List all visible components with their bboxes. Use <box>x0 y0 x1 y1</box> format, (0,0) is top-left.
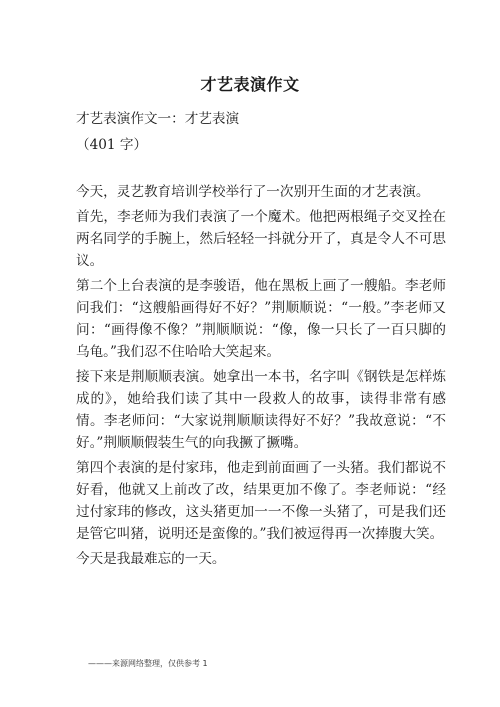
word-count: （401 字） <box>76 137 148 153</box>
paragraph: 首先，李老师为我们表演了一个魔术。他把两根绳子交叉拴在两名同学的手腕上，然后轻轻一抖就分开了，真是令人不可思议。 <box>76 209 446 269</box>
essay-body <box>76 181 446 573</box>
paragraph: 接下来是荆顺顺表演。她拿出一本书，名字叫《钢铁是怎样炼成的》，她给我们读了其中一段救人的故事，读得非常有感情。李老师问：“大家说荆顺顺读得好不好？”我故意说：“不好。”荆顺顺假装生气的向我撅了撅嘴。 <box>76 369 446 451</box>
paragraph: 第四个表演的是付家玮，他走到前面画了一头猪。我们都说不好看，他就又上前改了改，结果更加不像了。李老师说：“经过付家玮的修改，这头猪更加一一不像一头猪了，可是我们还是管它叫猪，说明还是蛮像的。”我们被逗得再一次捧腹大笑。 <box>76 460 446 542</box>
document-subtitle: 才艺表演作文一：才艺表演 <box>76 111 240 127</box>
paragraph: 第二个上台表演的是李骏语，他在黑板上画了一艘船。李老师问我们：“这艘船画得好不好？”荆顺顺说：“一般。”李老师又问：“画得像不像？”荆顺顺说：“像，像一只长了一百只脚的乌龟。”我们忍不住哈哈大笑起来。 <box>76 278 446 360</box>
page-footer: ———来源网络整理，仅供参考 1 <box>88 659 208 668</box>
document-title: 才艺表演作文 <box>200 75 300 94</box>
paragraph: 今天是我最难忘的一天。 <box>76 551 226 567</box>
paragraph: 今天，灵艺教育培训学校举行了一次别开生面的才艺表演。 <box>76 184 430 200</box>
